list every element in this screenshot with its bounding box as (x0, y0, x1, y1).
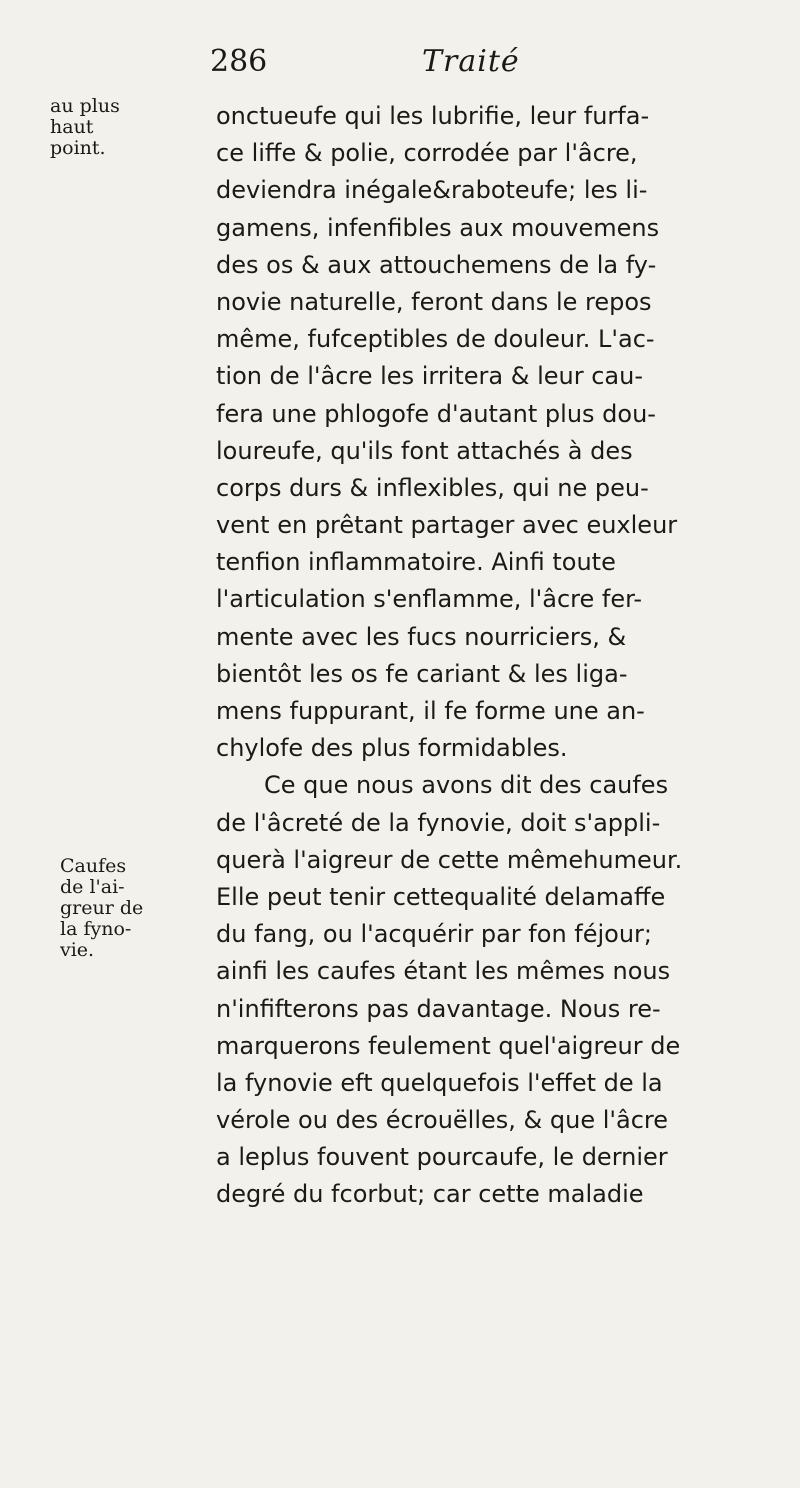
text-line: gamens, infenfibles aux mouvemens (216, 213, 660, 242)
running-title: Traité (422, 44, 520, 79)
text-line: chylofe des plus formidables. (216, 734, 568, 763)
text-line: tenfion inflammatoire. Ainfi toute (216, 548, 616, 577)
body-text (216, 98, 794, 1214)
text-line: ainfi les caufes étant les mêmes nous (216, 957, 671, 986)
margin-note-au-plus-haut-point (50, 96, 120, 159)
text-line: la fynovie eft quelquefois l'effet de la (216, 1068, 663, 1097)
margin-note-line: greur de (60, 897, 144, 919)
text-line: vent en prêtant partager avec euxleur (216, 511, 678, 540)
text-line: loureufe, qu'ils font attachés à des (216, 436, 633, 465)
text-line: querà l'aigreur de cette mêmehumeur. (216, 845, 683, 874)
text-line: deviendra inégale&raboteufe; les li- (216, 176, 648, 205)
paragraph-first-line: Ce que nous avons dit des caufes (264, 771, 669, 800)
margin-note-line: haut (50, 116, 94, 138)
text-line: vérole ou des écrouëlles, & que l'âcre (216, 1106, 668, 1135)
text-line: mente avec les fucs nourriciers, & (216, 622, 627, 651)
text-line: n'infifterons pas davantage. Nous re- (216, 994, 661, 1023)
text-line: degré du fcorbut; car cette maladie (216, 1180, 644, 1209)
text-line: des os & aux attouchemens de la fy- (216, 250, 657, 279)
text-line: de l'âcreté de la fynovie, doit s'appli- (216, 808, 661, 837)
text-line: onctueufe qui les lubrifie, leur furfa- (216, 102, 650, 130)
text-line: bientôt les os fe cariant & les liga- (216, 659, 628, 688)
margin-note-causes-aigreur (60, 856, 143, 961)
text-line: corps durs & inflexibles, qui ne peu- (216, 473, 649, 502)
margin-note-line: au plus (50, 95, 120, 117)
text-line: mens fuppurant, il fe forme une an- (216, 697, 645, 725)
text-line: a leplus fouvent pourcaufe, le dernier (216, 1143, 668, 1172)
text-line: du fang, ou l'acquérir par fon féjour; (216, 920, 653, 949)
margin-note-line: de l'ai- (60, 876, 125, 898)
text-line: ce liffe & polie, corrodée par l'âcre, (216, 139, 638, 168)
margin-note-line: vie. (60, 939, 95, 961)
text-line: novie naturelle, feront dans le repos (216, 287, 652, 316)
margin-note-line: la fyno- (60, 918, 132, 940)
page-number: 286 (210, 44, 268, 79)
text-line: même, fufceptibles de douleur. L'ac- (216, 325, 655, 354)
margin-note-line: Caufes (60, 855, 127, 877)
text-line: Elle peut tenir cettequalité delamaffe (216, 882, 666, 911)
text-line: l'articulation s'enflamme, l'âcre fer- (216, 585, 643, 614)
margin-note-line: point. (50, 137, 106, 159)
text-line: marquerons feulement quel'aigreur de (216, 1031, 681, 1060)
text-line: tion de l'âcre les irritera & leur cau- (216, 362, 643, 391)
page-header (210, 40, 670, 90)
text-line: fera une phlogofe d'autant plus dou- (216, 399, 656, 428)
